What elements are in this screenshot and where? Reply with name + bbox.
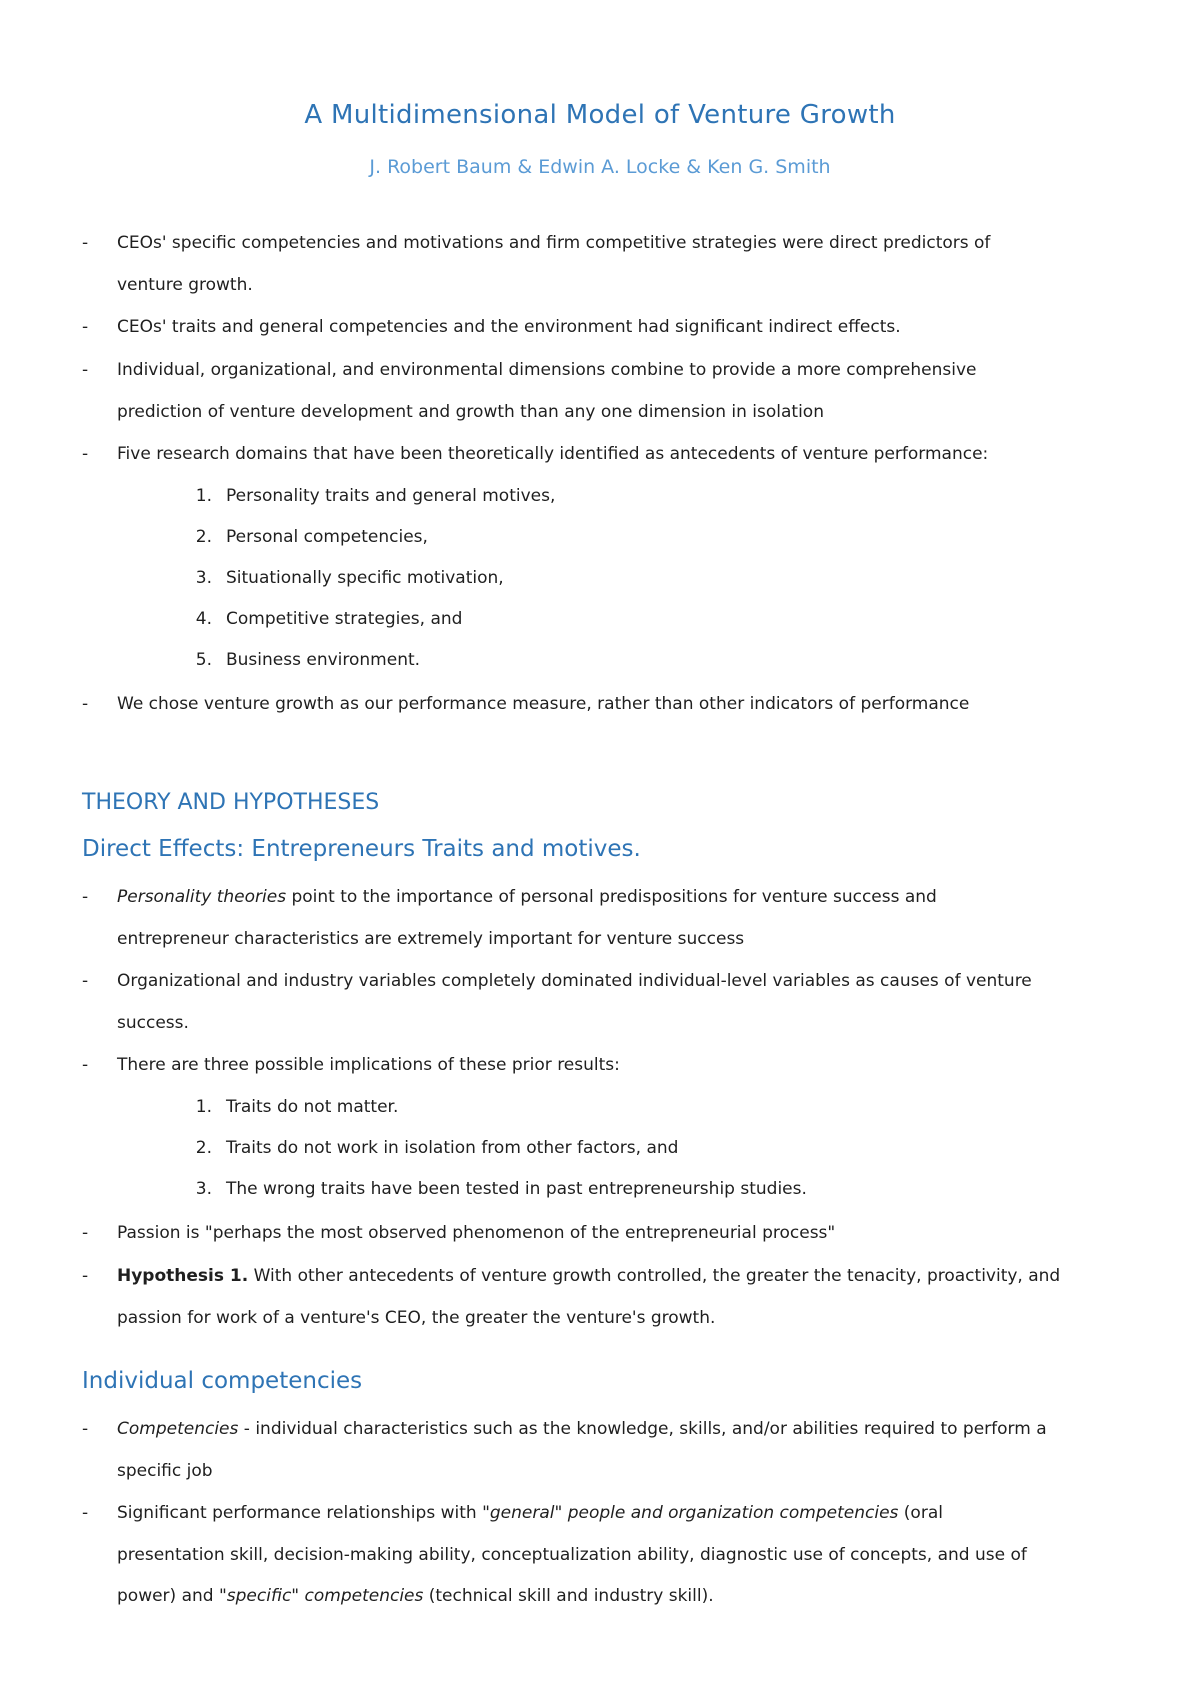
- implication-item: Traits do not work in isolation from other factors, and: [226, 1138, 679, 1158]
- implication-item: Traits do not matter.: [226, 1097, 399, 1117]
- domain-item: Competitive strategies, and: [226, 609, 463, 629]
- bullet-marker: -: [82, 360, 89, 380]
- term-general-competencies: "general" people and organization competencies: [482, 1503, 899, 1523]
- subsection-heading-competencies: Individual competencies: [82, 1368, 363, 1394]
- bullet-marker: -: [82, 1055, 89, 1075]
- implication-number: 1.: [195, 1097, 212, 1117]
- bullet-marker: -: [82, 887, 89, 907]
- competencies-bullet-2-line-2: presentation skill, decision-making ability, conceptualization ability, diagnostic use of concepts, and use of: [117, 1545, 1027, 1565]
- theory-bullet-1-line-1: Personality theories point to the importance of personal predispositions for venture success and: [117, 887, 937, 907]
- domain-number: 1.: [195, 486, 212, 506]
- hypothesis-1-line-2: passion for work of a venture's CEO, the greater the venture's growth.: [117, 1308, 716, 1328]
- bullet-marker: -: [82, 444, 89, 464]
- theory-bullet-3: There are three possible implications of these prior results:: [117, 1055, 620, 1075]
- domain-item: Personality traits and general motives,: [226, 486, 556, 506]
- competencies-bullet-2-line-3: power) and "specific" competencies (technical skill and industry skill).: [117, 1586, 714, 1606]
- hypothesis-1-line-1: Hypothesis 1. With other antecedents of venture growth controlled, the greater the tenacity, proactivity, and: [117, 1266, 1061, 1286]
- intro-bullet-4: Five research domains that have been theoretically identified as antecedents of venture performance:: [117, 444, 989, 464]
- domain-item: Situationally specific motivation,: [226, 568, 504, 588]
- bullet-marker: -: [82, 317, 89, 337]
- term-specific-competencies: "specific" competencies: [218, 1586, 424, 1606]
- theory-bullet-2-line-2: success.: [117, 1013, 189, 1033]
- domain-number: 3.: [195, 568, 212, 588]
- domain-item: Business environment.: [226, 650, 421, 670]
- domain-number: 2.: [195, 527, 212, 547]
- implication-item: The wrong traits have been tested in past entrepreneurship studies.: [226, 1179, 807, 1199]
- document-authors: J. Robert Baum & Edwin A. Locke & Ken G. Smith: [369, 156, 831, 178]
- bullet-marker: -: [82, 694, 89, 714]
- hypothesis-label: Hypothesis 1.: [117, 1266, 249, 1286]
- bullet-marker: -: [82, 1419, 89, 1439]
- section-heading-theory: THEORY AND HYPOTHESES: [82, 790, 380, 815]
- domain-item: Personal competencies,: [226, 527, 428, 547]
- intro-bullet-1-line-2: venture growth.: [117, 275, 253, 295]
- bullet-marker: -: [82, 1503, 89, 1523]
- theory-bullet-4: Passion is "perhaps the most observed phenomenon of the entrepreneurial process": [117, 1223, 836, 1243]
- bullet-marker: -: [82, 971, 89, 991]
- bullet-marker: -: [82, 1266, 89, 1286]
- implication-number: 2.: [195, 1138, 212, 1158]
- intro-bullet-5: We chose venture growth as our performance measure, rather than other indicators of performance: [117, 694, 970, 714]
- intro-bullet-3-line-1: Individual, organizational, and environmental dimensions combine to provide a more comprehensive: [117, 360, 977, 380]
- term-personality-theories: Personality theories: [117, 887, 287, 907]
- competencies-bullet-1-line-2: specific job: [117, 1461, 213, 1481]
- implication-number: 3.: [195, 1179, 212, 1199]
- intro-bullet-2: CEOs' traits and general competencies and the environment had significant indirect effects.: [117, 317, 901, 337]
- intro-bullet-3-line-2: prediction of venture development and growth than any one dimension in isolation: [117, 402, 824, 422]
- bullet-marker: -: [82, 1223, 89, 1243]
- domain-number: 5.: [195, 650, 212, 670]
- intro-bullet-1-line-1: CEOs' specific competencies and motivations and firm competitive strategies were direct predictors of: [117, 233, 991, 253]
- term-competencies: Competencies: [117, 1419, 239, 1439]
- document-title: A Multidimensional Model of Venture Growth: [304, 100, 896, 130]
- competencies-bullet-1-line-1: Competencies - individual characteristics such as the knowledge, skills, and/or abilities required to perform a: [117, 1419, 1047, 1439]
- subsection-heading-direct-effects: Direct Effects: Entrepreneurs Traits and motives.: [82, 836, 641, 862]
- domain-number: 4.: [195, 609, 212, 629]
- competencies-bullet-2-line-1: Significant performance relationships with "general" people and organization competencies (oral: [117, 1503, 943, 1523]
- theory-bullet-1-line-2: entrepreneur characteristics are extremely important for venture success: [117, 929, 745, 949]
- bullet-marker: -: [82, 233, 89, 253]
- theory-bullet-2-line-1: Organizational and industry variables completely dominated individual-level variables as causes of venture: [117, 971, 1032, 991]
